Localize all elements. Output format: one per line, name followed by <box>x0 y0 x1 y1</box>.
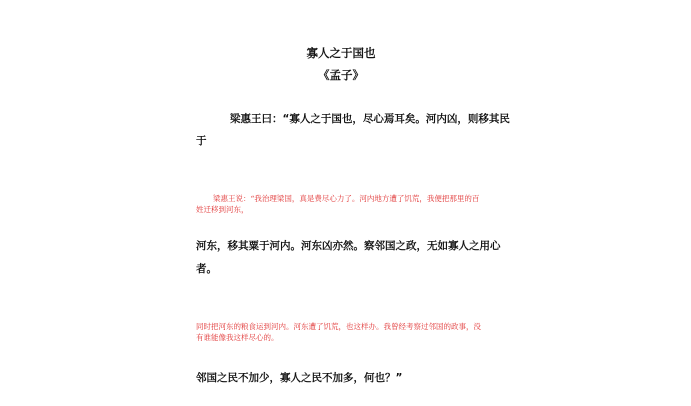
original-text-line: 者。 <box>196 263 217 275</box>
translation-text: 梁惠王说：“我治理梁国，真是费尽心力了。河内地方遭了饥荒，我便把那里的百姓迁移到河东， <box>196 194 480 214</box>
original-text-line: 梁惠王曰：“寡人之于国也，尽心焉耳矣。河内凶，则移其民 <box>230 113 510 125</box>
translation-text: 同时把河东的粮食运到河内。河东遭了饥荒，也这样办。我曾经考察过邻国的政事，没有谁能像我这样尽心的。 <box>196 322 481 342</box>
original-text-line: 邻国之民不加少，寡人之民不加多，何也？” <box>196 372 403 384</box>
original-text-line: 河东，移其粟于河内。河东凶亦然。察邻国之政，无如寡人之用心 <box>196 240 501 252</box>
document-subtitle: 《孟子》 <box>318 68 364 82</box>
document-title: 寡人之于国也 <box>306 46 376 60</box>
original-text-line: 于 <box>196 135 207 147</box>
